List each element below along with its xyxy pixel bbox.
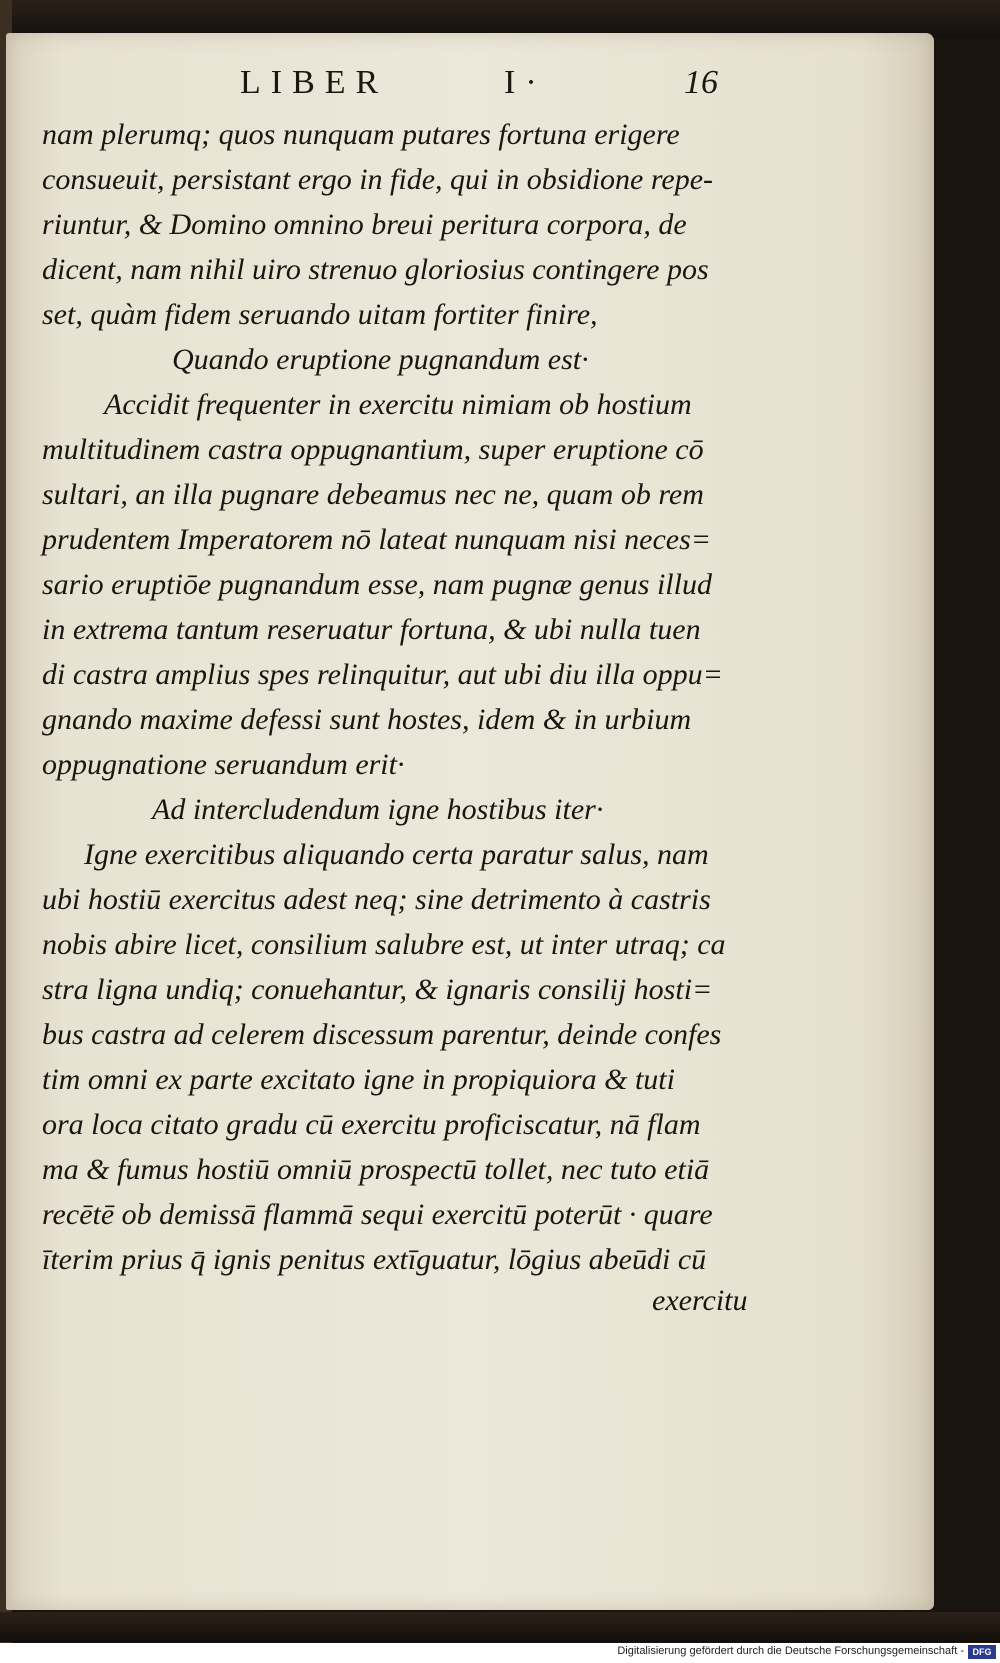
funding-credit: Digitalisierung gefördert durch die Deutsche Forschungsgemeinschaft - bbox=[617, 1645, 964, 1657]
section-heading: Ad intercludendum igne hostibus iter· bbox=[152, 793, 604, 826]
text-line: prudentem Imperatorem nō lateat nunquam nisi neces= bbox=[42, 523, 712, 556]
text-line: dicent, nam nihil uiro strenuo gloriosius contingere pos bbox=[42, 253, 709, 286]
text-line: Accidit frequenter in exercitu nimiam ob hostium bbox=[104, 388, 692, 421]
text-line: riuntur, & Domino omnino breui peritura corpora, de bbox=[42, 208, 687, 241]
text-line: consueuit, persistant ergo in fide, qui in obsidione repe- bbox=[42, 163, 714, 196]
text-line: bus castra ad celerem discessum parentur, deinde confes bbox=[42, 1018, 722, 1051]
catchword: exercitu bbox=[652, 1284, 748, 1317]
text-line: oppugnatione seruandum erit· bbox=[42, 748, 405, 781]
section-heading: Quando eruptione pugnandum est· bbox=[172, 343, 589, 376]
text-line: set, quàm fidem seruando uitam fortiter finire, bbox=[42, 298, 598, 331]
running-head-title: LIBER bbox=[240, 64, 389, 101]
text-line: sario eruptiōe pugnandum esse, nam pugnæ genus illud bbox=[42, 568, 712, 601]
text-line: gnando maxime defessi sunt hostes, idem & in urbium bbox=[42, 703, 692, 736]
text-line: multitudinem castra oppugnantium, super eruptione cō bbox=[42, 433, 704, 466]
text-line: Igne exercitibus aliquando certa paratur salus, nam bbox=[84, 838, 709, 871]
text-line: nobis abire licet, consilium salubre est, ut inter utraq; ca bbox=[42, 928, 726, 961]
text-line: stra ligna undiq; conuehantur, & ignaris consilij hosti= bbox=[42, 973, 713, 1006]
dfg-logo-icon: DFG bbox=[968, 1645, 996, 1659]
folio-number: 16 bbox=[684, 64, 718, 101]
text-line: sultari, an illa pugnare debeamus nec ne, quam ob rem bbox=[42, 478, 704, 511]
running-head-book-number: I· bbox=[504, 64, 547, 101]
bottom-book-edge bbox=[0, 1612, 1000, 1642]
text-line: tim omni ex parte excitato igne in propiquiora & tuti bbox=[42, 1063, 675, 1096]
running-head bbox=[240, 64, 740, 104]
text-block bbox=[42, 112, 782, 1282]
text-line: ubi hostiū exercitus adest neq; sine detrimento à castris bbox=[42, 883, 711, 916]
text-line: in extrema tantum reseruatur fortuna, & ubi nulla tuen bbox=[42, 613, 701, 646]
text-line: ma & fumus hostiū omniū prospectū tollet, nec tuto etiā bbox=[42, 1153, 710, 1186]
text-line: di castra amplius spes relinquitur, aut ubi diu illa oppu= bbox=[42, 658, 723, 691]
text-line: īterim prius q̄ ignis penitus extīguatur, lōgius abeūdi cū bbox=[42, 1243, 707, 1276]
text-line: nam plerumq; quos nunquam putares fortuna erigere bbox=[42, 118, 680, 151]
text-line: ora loca citato gradu cū exercitu proficiscatur, nā flam bbox=[42, 1108, 701, 1141]
text-line: recētē ob demissā flammā sequi exercitū poterūt · quare bbox=[42, 1198, 713, 1231]
footer-bar bbox=[0, 1643, 1000, 1663]
